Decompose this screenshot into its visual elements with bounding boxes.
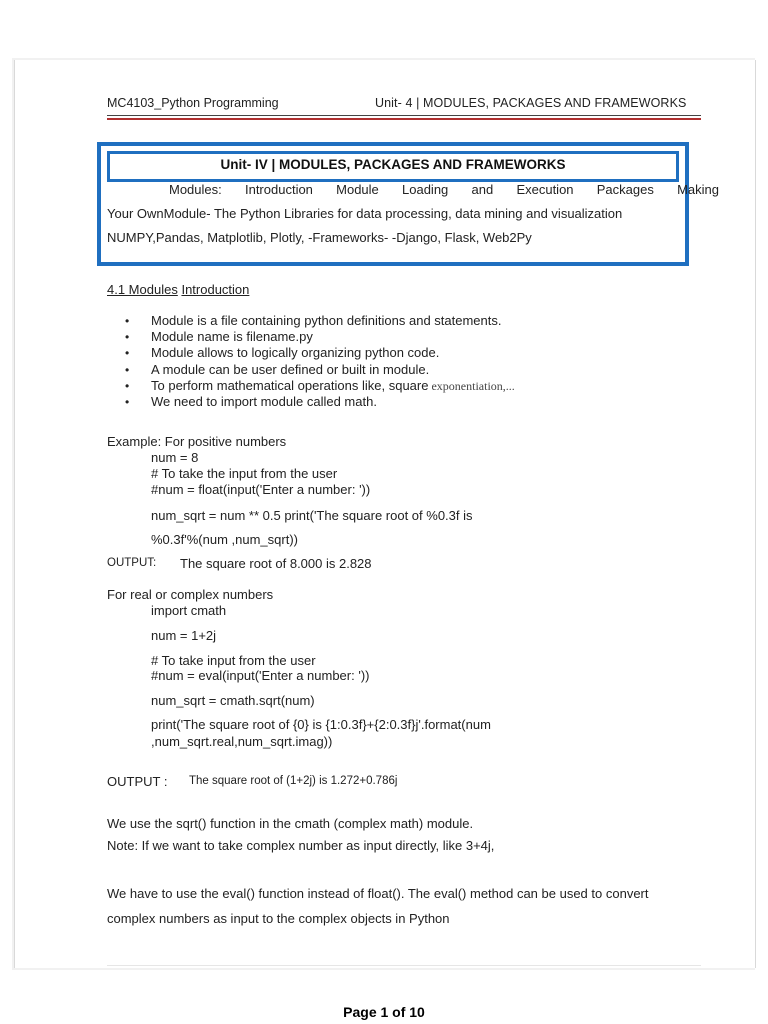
section-number: 4.1 Modules: [107, 282, 178, 297]
note-text: Note: If we want to take complex number as input directly, like 3+4j,: [107, 838, 495, 853]
output-label: OUTPUT:: [107, 557, 157, 569]
unit-title: Unit- IV | MODULES, PACKAGES AND FRAMEWORKS: [220, 157, 566, 172]
unit-description-line: Your OwnModule- The Python Libraries for data processing, data mining and visualization: [107, 206, 623, 221]
output-text: The square root of (1+2j) is 1.272+0.786j: [189, 775, 398, 787]
unit-description-line: Modules: Introduction Module Loading and Execution Packages Making: [169, 182, 719, 197]
list-item: • Module name is filename.py: [125, 329, 313, 345]
unit-description: [107, 178, 719, 250]
code-line: #num = float(input('Enter a number: ')): [151, 482, 371, 497]
code-line: print('The square root of {0} is {1:0.3f}+{2:0.3f}j'.format(num: [151, 717, 491, 732]
code-line: ,num_sqrt.real,num_sqrt.imag)): [151, 734, 333, 749]
bullet-icon: •: [125, 330, 130, 345]
list-item: • We need to import module called math.: [125, 394, 377, 410]
code-line: num = 1+2j: [151, 628, 217, 643]
example-heading: For real or complex numbers: [107, 587, 274, 602]
section-title: Introduction: [181, 282, 250, 297]
code-line: # To take the input from the user: [151, 466, 338, 481]
bullet-icon: •: [125, 346, 130, 361]
unit-description-line: NUMPY,Pandas, Matplotlib, Plotly, -Frameworks- -Django, Flask, Web2Py: [107, 230, 532, 245]
bullet-list: [125, 313, 515, 410]
header-rule: [107, 115, 701, 116]
bullet-icon: •: [125, 362, 130, 377]
code-line: num_sqrt = num ** 0.5 print('The square root of %0.3f is: [151, 508, 473, 523]
header-course-title: MC4103_Python Programming: [107, 96, 279, 110]
code-line: num_sqrt = cmath.sqrt(num): [151, 693, 315, 708]
list-item: • A module can be user defined or built in module.: [125, 361, 430, 377]
header-rule-accent: [107, 118, 701, 120]
code-line: %0.3f'%(num ,num_sqrt)): [151, 532, 298, 547]
section-heading: [107, 282, 249, 297]
code-line: import cmath: [151, 603, 227, 618]
code-line: # To take input from the user: [151, 653, 316, 668]
list-item: • To perform mathematical operations like, square exponentiation,...: [125, 377, 515, 393]
list-item: • Module is a file containing python definitions and statements.: [125, 313, 502, 328]
list-item: • Module allows to logically organizing python code.: [125, 345, 440, 361]
bullet-icon: •: [125, 378, 130, 393]
header-unit-title: Unit- 4 | MODULES, PACKAGES AND FRAMEWORKS: [375, 96, 687, 110]
bullet-icon: •: [125, 314, 130, 328]
document-page: [14, 60, 756, 968]
output-text: The square root of 8.000 is 2.828: [180, 556, 372, 571]
bullet-icon: •: [125, 395, 130, 410]
bullet-suffix: exponentiation,...: [428, 378, 515, 393]
example-heading: Example: For positive numbers: [107, 434, 287, 449]
page-bottom-rule: [107, 965, 701, 966]
code-line: num = 8: [151, 450, 199, 465]
output-label: OUTPUT :: [107, 774, 168, 789]
note-text: We use the sqrt() function in the cmath (complex math) module.: [107, 816, 474, 831]
code-line: #num = eval(input('Enter a number: ')): [151, 668, 370, 683]
note-text: complex numbers as input to the complex objects in Python: [107, 911, 450, 926]
note-text: We have to use the eval() function instead of float(). The eval() method can be used to convert: [107, 886, 649, 901]
page-number: Page 1 of 10: [343, 1004, 425, 1020]
